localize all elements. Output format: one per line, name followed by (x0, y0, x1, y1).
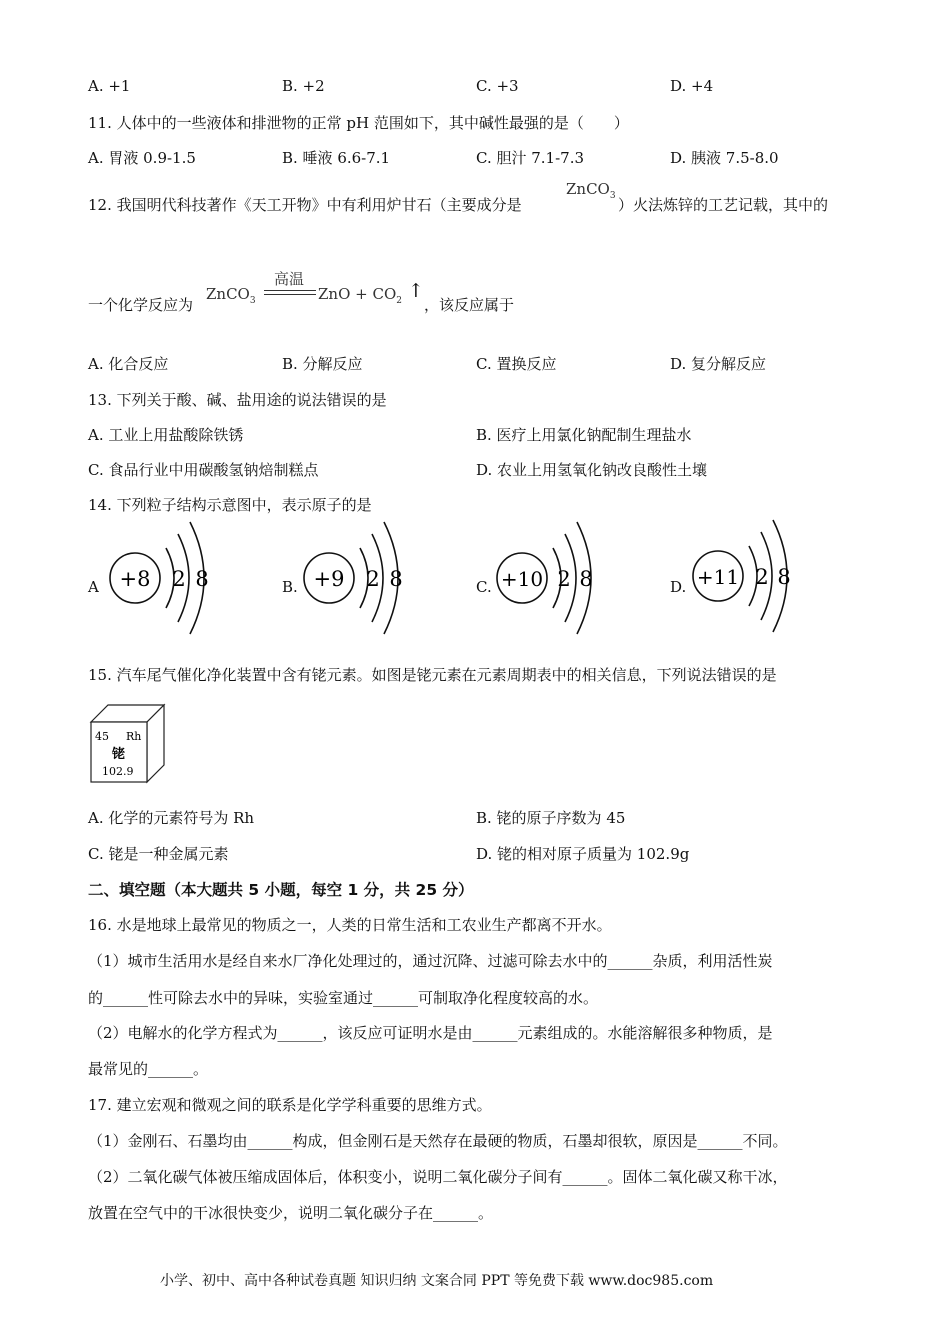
q12-products: ZnO + $CO_2$ (318, 285, 402, 306)
q12-stem-part1: 12. 我国明代科技著作《天工开物》中有利用炉甘石（主要成分是 (88, 196, 522, 214)
q14-stem: 14. 下列粒子结构示意图中，表示原子的是 (88, 496, 372, 514)
svg-text:8: 8 (579, 567, 593, 591)
q12-gas-arrow: ↑ (408, 280, 424, 302)
q12-line2-part2: ，该反应属于 (424, 296, 515, 314)
svg-text:+8: +8 (119, 567, 151, 591)
q17-part2-line1: （2）二氧化碳气体被压缩成固体后，体积变小，说明二氧化碳分子间有______。固体二氧化碳又称干冰， (88, 1168, 788, 1186)
q15-option-d: D. 铑的相对原子质量为 102.9g (476, 845, 690, 863)
q12-option-d: D. 复分解反应 (670, 355, 767, 373)
q15-stem: 15. 汽车尾气催化净化装置中含有铑元素。如图是铑元素在元素周期表中的相关信息，下列说法错误的是 (88, 666, 777, 684)
q14-label-b: B. (282, 578, 298, 596)
q12-equals-bottom (264, 294, 316, 295)
svg-text:102.9: 102.9 (102, 765, 134, 778)
q10-option-d: D. +4 (670, 77, 714, 95)
svg-text:2: 2 (366, 567, 380, 591)
q12-condition: 高温 (274, 270, 305, 288)
q17-part1: （1）金刚石、石墨均由______构成，但金刚石是天然存在最硬的物质，石墨却很软，原因是______不同。 (88, 1132, 788, 1150)
q11-option-d: D. 胰液 7.5-8.0 (670, 149, 779, 167)
svg-text:45: 45 (95, 730, 109, 743)
q16-part1-line2: 的______性可除去水中的异味，实验室通过______可制取净化程度较高的水。 (88, 989, 599, 1007)
q11-option-c: C. 胆汁 7.1-7.3 (476, 149, 585, 167)
q14-label-d: D. (670, 578, 687, 596)
q12-option-c: C. 置换反应 (476, 355, 557, 373)
svg-text:2: 2 (755, 565, 769, 589)
svg-text:8: 8 (195, 567, 209, 591)
svg-text:+9: +9 (313, 567, 345, 591)
q14-label-c: C. (476, 578, 492, 596)
svg-text:+10: +10 (500, 567, 544, 591)
svg-text:+11: +11 (696, 565, 740, 589)
q16-part2-line2: 最常见的______。 (88, 1060, 209, 1078)
page-footer: 小学、初中、高中各种试卷真题 知识归纳 文案合同 PPT 等免费下载 www.doc985.com (160, 1273, 714, 1289)
q10-option-a: A. +1 (88, 77, 131, 95)
q13-stem: 13. 下列关于酸、碱、盐用途的说法错误的是 (88, 391, 387, 409)
q14-label-a: A (88, 578, 99, 596)
q12-option-b: B. 分解反应 (282, 355, 363, 373)
q11-option-a: A. 胃液 0.9-1.5 (88, 149, 196, 167)
svg-text:Rh: Rh (126, 730, 142, 743)
q11-stem: 11. 人体中的一些液体和排泄物的正常 pH 范围如下，其中碱性最强的是（ ） (88, 114, 629, 132)
q14-atom-diagram-d (688, 518, 808, 638)
q16-stem: 16. 水是地球上最常见的物质之一，人类的日常生活和工农业生产都离不开水。 (88, 916, 612, 934)
svg-text:铑: 铑 (112, 747, 126, 762)
q17-part2-line2: 放置在空气中的干冰很快变少，说明二氧化碳分子在______。 (88, 1204, 494, 1222)
q12-reactant: ZnCO$_3$ (206, 285, 256, 306)
q15-element-card-rhodium (88, 700, 168, 784)
q13-option-a: A. 工业上用盐酸除铁锈 (88, 426, 244, 444)
q16-part2-line1: （2）电解水的化学方程式为______，该反应可证明水是由______元素组成的。水能溶解很多种物质，是 (88, 1024, 773, 1042)
q15-option-c: C. 铑是一种金属元素 (88, 845, 229, 863)
svg-text:2: 2 (172, 567, 186, 591)
q17-stem: 17. 建立宏观和微观之间的联系是化学学科重要的思维方式。 (88, 1096, 492, 1114)
q15-option-a: A. 化学的元素符号为 Rh (88, 809, 255, 827)
q10-option-b: B. +2 (282, 77, 325, 95)
q12-stem-part2: ）火法炼锌的工艺记载，其中的 (618, 196, 829, 214)
section-heading-fill-in: 二、填空题（本大题共 5 小题，每空 1 分，共 25 分） (88, 881, 474, 899)
q12-formula-znco3: ZnCO$_3$ (566, 180, 616, 201)
q13-option-c: C. 食品行业中用碳酸氢钠焙制糕点 (88, 461, 319, 479)
q12-option-a: A. 化合反应 (88, 355, 169, 373)
q12-equals-top (264, 290, 316, 291)
q14-atom-diagram-b (294, 520, 414, 640)
svg-text:2: 2 (557, 567, 571, 591)
svg-text:8: 8 (389, 567, 403, 591)
q13-option-b: B. 医疗上用氯化钠配制生理盐水 (476, 426, 692, 444)
q14-atom-diagram-a (100, 520, 220, 640)
q12-line2-part1: 一个化学反应为 (88, 296, 194, 314)
q16-part1-line1: （1）城市生活用水是经自来水厂净化处理过的，通过沉降、过滤可除去水中的______杂质，利用活性炭 (88, 952, 773, 970)
q14-atom-diagram-c (492, 520, 612, 640)
q10-option-c: C. +3 (476, 77, 519, 95)
q15-option-b: B. 铑的原子序数为 45 (476, 809, 626, 827)
q11-option-b: B. 唾液 6.6-7.1 (282, 149, 391, 167)
svg-text:8: 8 (777, 565, 791, 589)
q13-option-d: D. 农业上用氢氧化钠改良酸性土壤 (476, 461, 708, 479)
